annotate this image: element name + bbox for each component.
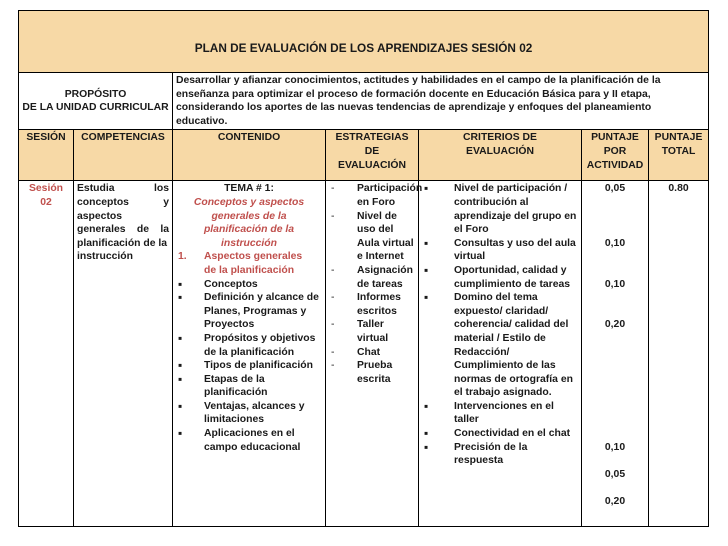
criteria-cell [419, 181, 582, 527]
list-item: ▪ Precisión de la respuesta [422, 441, 578, 468]
evaluation-plan-table [18, 10, 709, 527]
list-item: - Nivel de uso del Aula virtual e Internet [329, 210, 415, 264]
table-row [19, 181, 709, 527]
list-item: ▪ Tipos de planificación [176, 359, 322, 373]
page-title: PLAN DE EVALUACIÓN DE LOS APRENDIZAJES SESIÓN 02 [19, 11, 709, 73]
header-total-points-line2: TOTAL [661, 145, 696, 157]
header-competencies: COMPETENCIAS [74, 130, 173, 181]
header-activity-points-line1: PUNTAJE [591, 132, 639, 144]
competency-line: conceptos y [77, 196, 169, 208]
content-numbered-line: 1. Aspectos generales [204, 251, 303, 263]
list-item: ▪ Intervenciones en el taller [422, 400, 578, 427]
header-criteria-line1: CRITERIOS DE [463, 132, 537, 144]
activity-points-value: 0,05 [604, 468, 626, 480]
activity-points-value: 0,20 [604, 319, 626, 331]
activity-points-value: 0,10 [604, 237, 626, 249]
strategies-cell [326, 181, 423, 527]
list-item: ▪ Aplicaciones en el campo educacional [176, 427, 322, 454]
header-strategies [326, 130, 419, 181]
activity-points-value: 0,10 [604, 441, 626, 453]
session-label: Sesión [28, 183, 64, 195]
header-session: SESIÓN [19, 130, 74, 181]
list-item: ▪ Domino del tema expuesto/ claridad/ coherencia/ calidad del material / Estilo de Redacción/ Cumplimiento de las normas de ortografía en el trabajo asignado. [422, 291, 578, 400]
content-subtitle: instrucción [220, 237, 277, 249]
list-item: - Informes escritos [329, 291, 415, 318]
list-item: ▪ Conectividad en el chat [422, 427, 578, 441]
criteria-list [422, 182, 578, 467]
session-number: 02 [40, 196, 52, 208]
activity-points-value: 0,05 [604, 183, 626, 195]
purpose-label [19, 73, 173, 130]
activity-points-value: 0,20 [604, 496, 626, 508]
purpose-text: Desarrollar y afianzar conocimientos, actitudes y habilidades en el campo de la planificación de la enseñanza para optimizar el proceso de formación docente en Educación Básica para y II etapa, considerando los aportes de las nuevas tendencias de aprendizaje y enfoques del planeamiento educativo. [173, 73, 709, 130]
header-activity-points-line3: ACTIVIDAD [586, 159, 644, 171]
list-item: ▪ Etapas de la planificación [176, 373, 322, 400]
activity-points-value: 0,10 [604, 278, 626, 290]
header-activity-points-line2: POR [603, 145, 627, 157]
purpose-label-line2: DE LA UNIDAD CURRICULAR [22, 102, 169, 114]
list-item: ▪ Consultas y uso del aula virtual [422, 237, 578, 264]
header-content: CONTENIDO [173, 130, 326, 181]
competency-line: Estudia los [77, 183, 169, 195]
list-item: ▪ Nivel de participación / contribución al aprendizaje del grupo en el Foro [422, 182, 578, 236]
header-activity-points [582, 130, 649, 181]
total-points-cell: 0.80 [649, 181, 709, 527]
competency-line: planificación de la [77, 237, 168, 249]
content-subtitle: generales de la [211, 210, 287, 222]
list-item: ▪ Ventajas, alcances y limitaciones [176, 400, 322, 427]
content-subtitle: Conceptos y aspectos [193, 196, 305, 208]
content-numbered-line: de la planificación [204, 264, 295, 276]
column-headers [19, 130, 709, 181]
purpose-label-line1: PROPÓSITO [64, 88, 127, 100]
competency-line: instrucción [77, 251, 134, 263]
content-list [176, 278, 322, 455]
activity-points-cell [582, 181, 649, 527]
list-item: ▪ Conceptos [176, 278, 322, 292]
list-item: ▪ Propósitos y objetivos de la planificación [176, 332, 322, 359]
competency-line: generales de la [77, 224, 169, 236]
header-criteria-line2: EVALUACIÓN [466, 145, 534, 157]
list-item: - Taller virtual [329, 318, 415, 345]
list-item: ▪ Oportunidad, calidad y cumplimiento de tareas [422, 264, 578, 291]
list-item [176, 250, 322, 277]
content-topic: TEMA # 1: [224, 183, 274, 195]
list-item: - Participación en Foro [329, 182, 415, 209]
header-criteria [419, 130, 582, 181]
header-strategies-line1: ESTRATEGIAS DE [335, 132, 409, 157]
competency-cell [74, 181, 173, 527]
list-item: ▪ Definición y alcance de Planes, Programas y Proyectos [176, 291, 322, 332]
list-item: - Asignación de tareas [329, 264, 415, 291]
content-numbered-list [176, 250, 322, 277]
strategies-list [329, 182, 423, 386]
content-cell [173, 181, 326, 527]
header-total-points [649, 130, 709, 181]
header-total-points-line1: PUNTAJE [654, 132, 703, 144]
content-subtitle: planificación de la [203, 224, 295, 236]
session-cell [19, 181, 74, 527]
header-strategies-line2: EVALUACIÓN [338, 159, 406, 171]
list-item: - Chat [329, 346, 415, 360]
list-item: - Prueba escrita [329, 359, 415, 386]
competency-line: aspectos [77, 210, 123, 222]
